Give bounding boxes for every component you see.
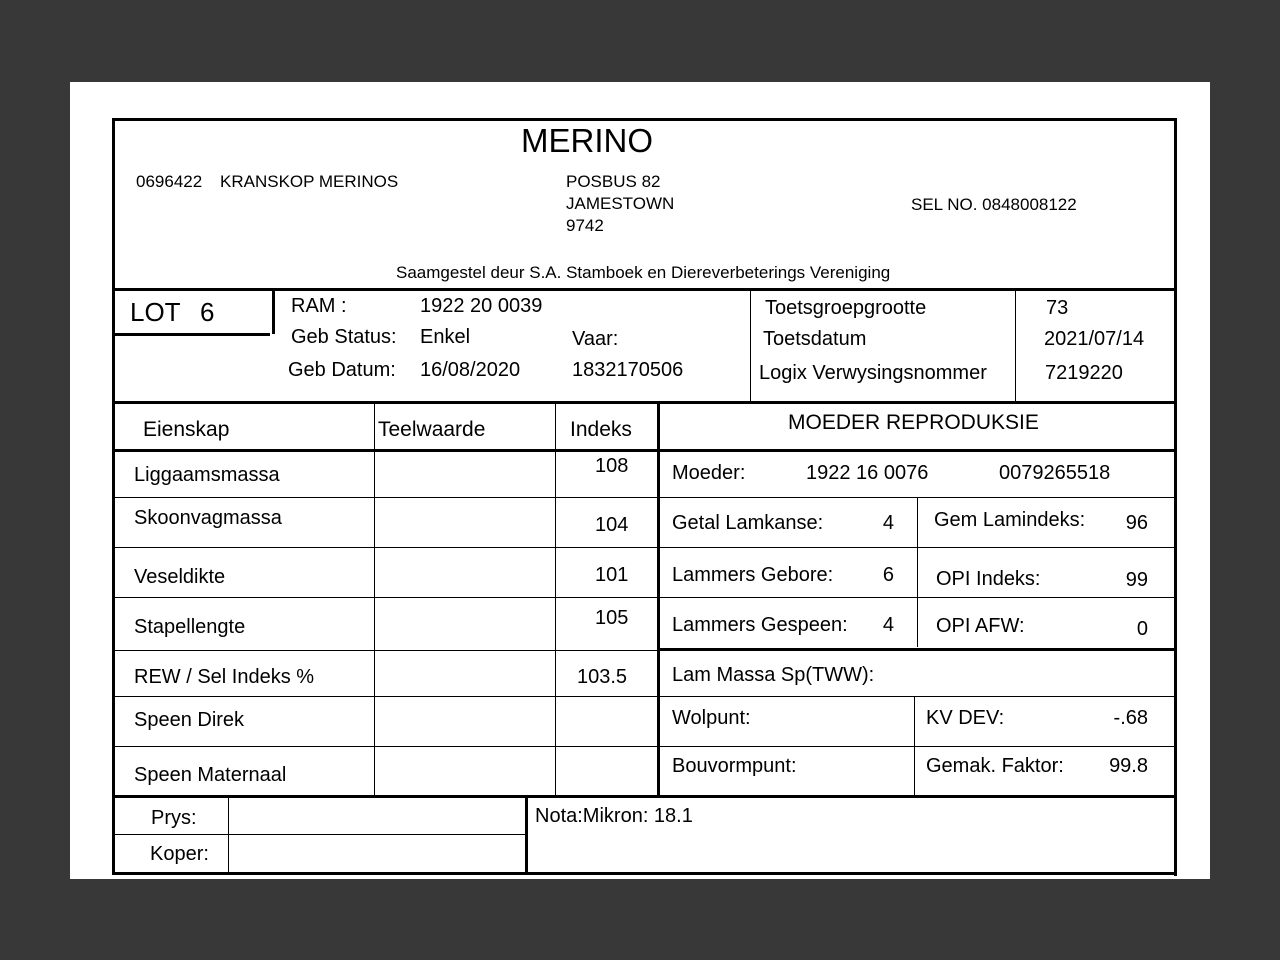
footer-note-divider (525, 798, 528, 874)
trait-name: Skoonvagmassa (134, 507, 282, 529)
trait-name: Stapellengte (134, 616, 246, 638)
lot-box-right (272, 289, 275, 334)
test-divider-left (750, 289, 751, 401)
sire-value: 1832170506 (572, 359, 684, 381)
opi-index-value: 99 (1125, 569, 1148, 591)
lamb-mass-label: Lam Massa Sp(TWW): (672, 664, 875, 686)
avg-lamb-index-label: Gem Lamindeks: (934, 509, 1086, 531)
page-title: MERINO (521, 122, 653, 159)
col-divider-2 (555, 403, 556, 797)
dam-row-line (659, 746, 1174, 747)
birth-status-value: Enkel (420, 326, 471, 348)
footer-label-divider (228, 798, 229, 872)
sale-catalogue-card (70, 82, 1210, 879)
section-divider (657, 403, 660, 797)
birth-date-value: 16/08/2020 (420, 359, 521, 381)
trait-index: 103.5 (577, 666, 628, 688)
frame-right (1174, 118, 1177, 876)
frame-top (112, 118, 1176, 121)
opi-index-label: OPI Indeks: (936, 568, 1041, 590)
mother-ref: 0079265518 (999, 462, 1111, 484)
dam-row-line (659, 597, 1174, 598)
logix-ref-label: Logix Verwysingsnommer (759, 362, 987, 384)
note-text: Nota:Mikron: 18.1 (535, 805, 693, 827)
row-line (112, 497, 657, 498)
lambs-born-label: Lammers Gebore: (672, 564, 834, 586)
address-line-3: 9742 (566, 216, 604, 235)
breeder-number: 0696422 (136, 172, 203, 191)
trait-index: 108 (595, 455, 629, 477)
trait-name: Veseldikte (134, 566, 226, 588)
kv-dev-label: KV DEV: (926, 707, 1005, 729)
lambs-weaned-value: 4 (882, 614, 894, 636)
table-header-divider (112, 449, 1174, 452)
mother-id: 1922 16 0076 (806, 462, 929, 484)
test-divider-right (1015, 289, 1016, 401)
ram-label: RAM : (291, 295, 347, 317)
dam-row-line (659, 696, 1174, 697)
birth-date-label: Geb Datum: (288, 359, 396, 381)
lambs-born-value: 6 (882, 564, 894, 586)
kv-dev-value: -.68 (1113, 707, 1148, 729)
sel-number: SEL NO. 0848008122 (911, 195, 1077, 214)
header-index: Indeks (570, 418, 632, 441)
row-line (112, 650, 657, 651)
trait-name: Speen Direk (134, 709, 245, 731)
trait-name: REW / Sel Indeks % (134, 666, 315, 688)
trait-index: 101 (595, 564, 629, 586)
avg-lamb-index-value: 96 (1125, 512, 1148, 534)
test-group-size-label: Toetsgroepgrootte (765, 297, 927, 319)
opi-deviation-value: 0 (1136, 618, 1148, 640)
lambing-chances-value: 4 (882, 512, 894, 534)
footer-divider (112, 795, 1174, 798)
dam-section-divider (659, 648, 1174, 651)
ease-factor-value: 99.8 (1109, 755, 1148, 777)
col-divider-1 (374, 403, 375, 797)
wool-points-label: Wolpunt: (672, 707, 751, 729)
row-line (112, 746, 657, 747)
dam-row-line (659, 547, 1174, 548)
trait-name: Liggaamsmassa (134, 464, 280, 486)
trait-index: 104 (595, 514, 629, 536)
test-date-label: Toetsdatum (763, 328, 867, 350)
row-line (112, 696, 657, 697)
test-group-size-value: 73 (1046, 297, 1069, 319)
lot-label: LOT (130, 297, 181, 327)
buyer-label: Koper: (150, 843, 209, 865)
birth-status-label: Geb Status: (291, 326, 397, 348)
trait-name: Speen Maternaal (134, 764, 287, 786)
opi-deviation-label: OPI AFW: (936, 615, 1025, 637)
conformation-label: Bouvormpunt: (672, 755, 797, 777)
trait-index: 105 (595, 607, 629, 629)
test-date-value: 2021/07/14 (1044, 328, 1145, 350)
mother-label: Moeder: (672, 462, 746, 484)
lot-number: 6 (200, 297, 215, 327)
info-divider (112, 401, 1174, 404)
price-label: Prys: (151, 807, 197, 829)
dam-inner-divider (917, 497, 918, 647)
lot-box-bottom (112, 333, 270, 336)
footer-row-line (112, 834, 526, 835)
frame-bottom (112, 872, 1174, 875)
sire-label: Vaar: (572, 328, 619, 350)
lambing-chances-label: Getal Lamkanse: (672, 512, 824, 534)
lambs-weaned-label: Lammers Gespeen: (672, 614, 848, 636)
ram-value: 1922 20 0039 (420, 295, 543, 317)
header-trait: Eienskap (143, 418, 230, 441)
address-line-2: JAMESTOWN (566, 194, 675, 213)
address-line-1: POSBUS 82 (566, 172, 661, 191)
ease-factor-label: Gemak. Faktor: (926, 755, 1064, 777)
breeder-name: KRANSKOP MERINOS (220, 172, 399, 191)
row-line (112, 597, 657, 598)
row-line (112, 547, 657, 548)
header-breeding-value: Teelwaarde (378, 418, 486, 441)
compiled-by: Saamgestel deur S.A. Stamboek en Diereverbeterings Vereniging (396, 263, 891, 282)
logix-ref-value: 7219220 (1045, 362, 1123, 384)
dam-heading: MOEDER REPRODUKSIE (788, 411, 1039, 434)
